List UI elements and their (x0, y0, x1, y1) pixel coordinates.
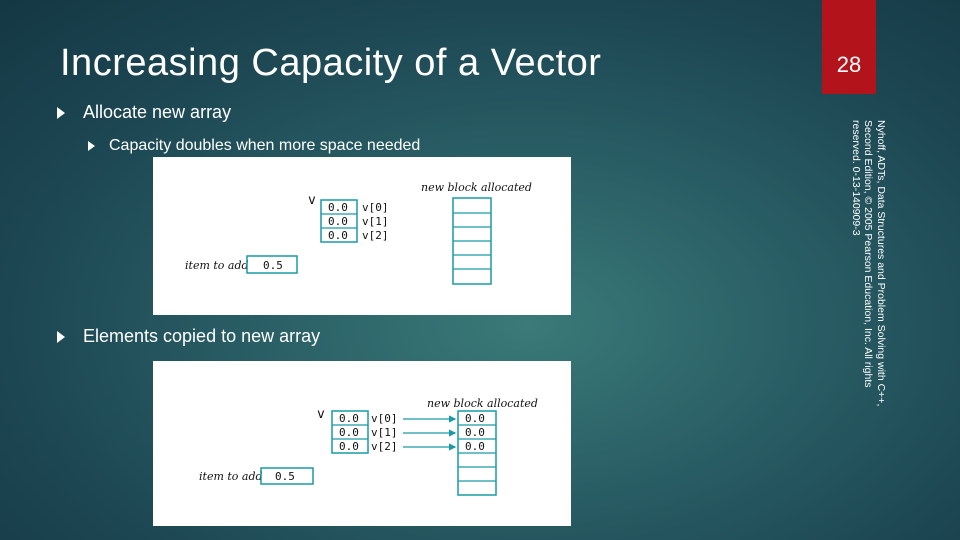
bullet-arrow-icon (88, 141, 95, 151)
index-label-0: v[0] (371, 412, 398, 425)
credit-sidebar (845, 120, 887, 410)
index-label-1: v[1] (371, 426, 398, 439)
copied-cell-0: 0.0 (465, 412, 485, 425)
new-block (453, 198, 491, 284)
index-label-2: v[2] (362, 229, 389, 242)
copy-arrows (403, 419, 455, 447)
figure-new-block-allocated (153, 157, 571, 315)
bullet-arrow-icon (57, 107, 65, 119)
bullet-text: Capacity doubles when more space needed (109, 137, 421, 154)
copied-cell-1: 0.0 (465, 426, 485, 439)
figure-elements-copied (153, 361, 571, 526)
slide-title: Increasing Capacity of a Vector (60, 42, 602, 84)
copied-cell-2: 0.0 (465, 440, 485, 453)
bullet-capacity (88, 137, 420, 155)
new-block-label: new block allocated (427, 397, 538, 410)
item-value: 0.5 (275, 470, 295, 483)
index-label-2: v[2] (371, 440, 398, 453)
vector-cell-1: 0.0 (328, 215, 348, 228)
item-value: 0.5 (263, 259, 283, 272)
vector-label: v (317, 407, 325, 422)
new-block-label: new block allocated (421, 181, 532, 194)
vector-cell-0: 0.0 (328, 201, 348, 214)
vector-cell-1: 0.0 (339, 426, 359, 439)
item-to-add-label: item to add (185, 259, 249, 272)
bullet-arrow-icon (57, 331, 65, 343)
page-number-tab (822, 0, 876, 94)
bullet-copied (57, 326, 320, 347)
vector-cell-2: 0.0 (328, 229, 348, 242)
item-to-add-label: item to add (199, 470, 263, 483)
page-number: 28 (836, 52, 862, 77)
bullet-text: Allocate new array (83, 102, 232, 122)
vector-label: v (308, 193, 316, 208)
bullet-text: Elements copied to new array (83, 326, 321, 346)
vector-cells (321, 200, 357, 242)
bullet-allocate (57, 102, 231, 123)
vector-cell-0: 0.0 (339, 412, 359, 425)
vector-cell-2: 0.0 (339, 440, 359, 453)
index-label-0: v[0] (362, 201, 389, 214)
index-label-1: v[1] (362, 215, 389, 228)
credit-text: Nyhoff, ADTs, Data Structures and Problem Solving with C++, Second Edition, © 2005 Pearson Education, Inc. All rights reserved. 0-13-140909-3 (850, 120, 887, 407)
vector-cells (332, 411, 368, 453)
